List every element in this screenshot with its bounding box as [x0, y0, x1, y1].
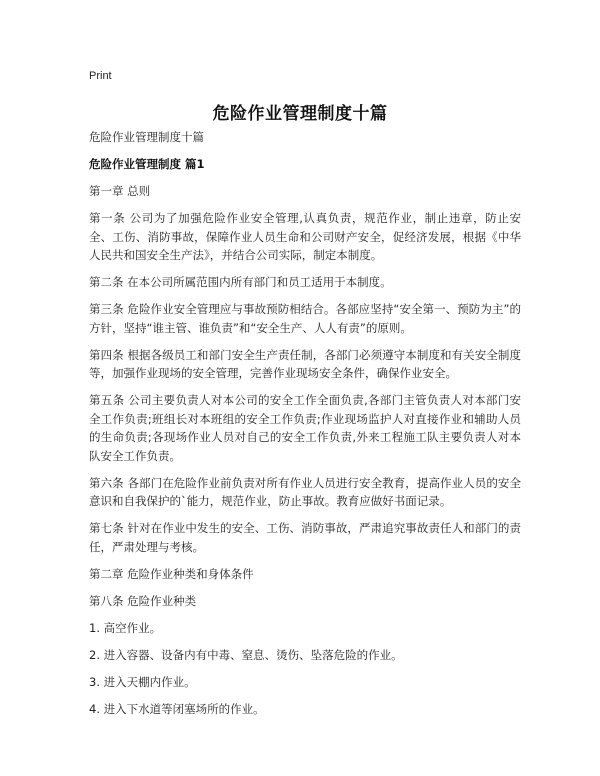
paragraph: 第六条 各部门在危险作业前负责对所有作业人员进行安全教育，提高作业人员的安全意识和自我保护的`能力，规范作业，防止事故。教育应做好书面记录。 — [89, 475, 521, 508]
paragraph: 第八条 危险作业种类 — [89, 593, 197, 608]
document-subtitle: 危险作业管理制度十篇 — [89, 130, 204, 144]
chapter-heading: 第一章 总则 — [89, 184, 151, 198]
list-item: 3. 进入天棚内作业。 — [89, 674, 196, 689]
document-body — [89, 128, 521, 727]
list-item: 2. 进入容器、设备内有中毒、窒息、烫伤、坠落危险的作业。 — [89, 647, 403, 662]
print-label[interactable]: Print — [89, 70, 112, 82]
document-title: 危险作业管理制度十篇 — [212, 104, 388, 124]
paragraph: 第一条 公司为了加强危险作业安全管理,认真负责，规范作业，制止违章，防止安全、工伤、消防事故，保障作业人员生命和公司财产安全，促经济发展，根据《中华人民共和国安全生产法》，并结合公司实际，制定本制度。 — [89, 211, 521, 262]
list-item: 1. 高空作业。 — [89, 620, 162, 635]
section-heading: 危险作业管理制度 篇1 — [89, 157, 205, 171]
paragraph: 第四条 根据各级员工和部门安全生产责任制，各部门必须遵守本制度和有关安全制度等，加强作业现场的安全管理，完善作业现场安全条件，确保作业安全。 — [89, 347, 521, 380]
paragraph: 第三条 危险作业安全管理应与事故预防相结合。各部应坚持“安全第一、预防为主”的方针，坚持“谁主管、谁负责”和“安全生产、人人有责”的原则。 — [89, 302, 521, 335]
chapter-heading: 第二章 危险作业种类和身体条件 — [89, 566, 254, 581]
paragraph: 第七条 针对在作业中发生的安全、工伤、消防事故，严肃追究事故责任人和部门的责任，严肃处理与考核。 — [89, 521, 521, 554]
paragraph: 第五条 公司主要负责人对本公司的安全工作全面负责,各部门主管负责人对本部门安全工作负责;班组长对本班组的安全工作负责;作业现场监护人对直接作业和辅助人员的生命负责;各现场作业人员对自己的安全工作负责,外来工程施工队主要负责人对本队安全工作负责。 — [89, 393, 521, 463]
list-item: 4. 进入下水道等闭塞场所的作业。 — [89, 701, 265, 716]
paragraph: 第二条 在本公司所属范围内所有部门和员工适用于本制度。 — [89, 275, 392, 289]
